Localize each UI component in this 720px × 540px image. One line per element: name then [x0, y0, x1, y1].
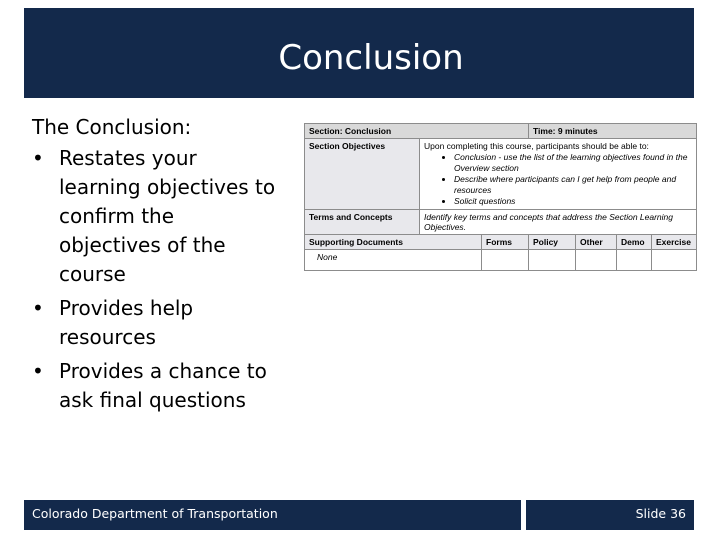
bullet-text: Restates your learning objectives to confirm the objectives of the course — [59, 146, 276, 286]
column-header-exercise: Exercise — [652, 235, 697, 250]
objectives-intro: Upon completing this course, participants should be able to: — [424, 141, 649, 151]
bullet-item — [32, 357, 282, 415]
forms-cell — [482, 250, 529, 271]
bullet-icon: • — [32, 146, 44, 170]
table-row — [305, 210, 697, 235]
objectives-list — [424, 152, 692, 207]
course-section-table — [304, 123, 697, 271]
slide-title: Conclusion — [278, 38, 464, 78]
footer-slide-bar — [526, 500, 694, 530]
demo-cell — [617, 250, 652, 271]
other-cell — [576, 250, 617, 271]
policy-cell — [529, 250, 576, 271]
section-cell: Section: Conclusion — [305, 124, 529, 139]
column-header-policy: Policy — [529, 235, 576, 250]
supporting-value — [305, 250, 482, 271]
table-row — [305, 250, 697, 271]
supporting-label: Supporting Documents — [305, 235, 482, 250]
column-header-other: Other — [576, 235, 617, 250]
bullet-text: Provides a chance to ask final questions — [59, 359, 267, 412]
title-bar — [24, 8, 694, 98]
exercise-cell — [652, 250, 697, 271]
bullet-icon: • — [32, 359, 44, 383]
objectives-label: Section Objectives — [305, 139, 420, 210]
bullet-icon: • — [32, 296, 44, 320]
objectives-cell — [420, 139, 697, 210]
bullet-item — [32, 294, 282, 352]
objective-item: • Describe where participants can I get help from people and resources — [454, 174, 692, 196]
footer-org: Colorado Department of Transportation — [32, 506, 278, 521]
footer-org-bar — [24, 500, 521, 530]
column-header-forms: Forms — [482, 235, 529, 250]
terms-cell: Identify key terms and concepts that address the Section Learning Objectives. — [420, 210, 697, 235]
body-text — [32, 113, 282, 420]
intro-text: The Conclusion: — [32, 115, 192, 139]
objective-item: • Solicit questions — [454, 196, 692, 207]
bullet-list — [32, 144, 282, 415]
table-row — [305, 139, 697, 210]
table-row — [305, 124, 697, 139]
column-header-demo: Demo — [617, 235, 652, 250]
objective-item: • Conclusion - use the list of the learning objectives found in the Overview section — [454, 152, 692, 174]
bullet-item — [32, 144, 282, 289]
table-row — [305, 235, 697, 250]
slide-number: Slide 36 — [635, 506, 686, 521]
bullet-text: Provides help resources — [59, 296, 194, 349]
terms-label: Terms and Concepts — [305, 210, 420, 235]
supporting-value-text: None — [317, 252, 338, 262]
time-cell: Time: 9 minutes — [529, 124, 697, 139]
